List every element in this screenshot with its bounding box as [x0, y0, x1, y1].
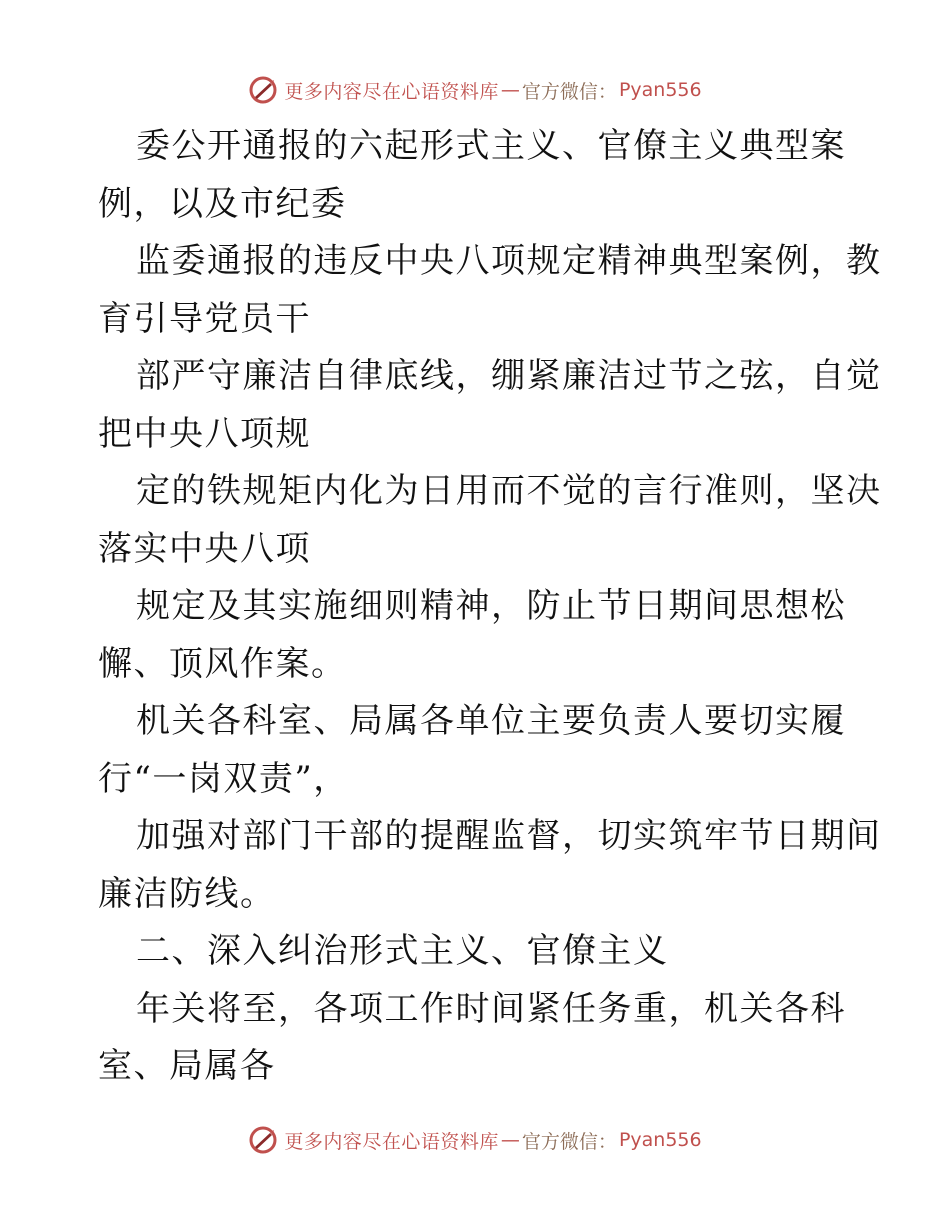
header-official-label: 官方微信： [521, 80, 617, 103]
brand-logo-icon [248, 75, 278, 105]
body-line: 加强对部门干部的提醒监督，切实筑牢节日期间 [136, 816, 882, 856]
header-slogan: 更多内容尽在心语资料库 [284, 80, 499, 103]
body-line: 年关将至，各项工作时间紧任务重，机关各科 [136, 988, 846, 1029]
body-line: 落实中央八项 [98, 528, 311, 569]
body-line: 部严守廉洁自律底线，绷紧廉洁过节之弦，自觉 [136, 356, 882, 396]
body-line: 例，以及市纪委 [98, 183, 347, 224]
footer-account: Pyan556 [618, 1129, 702, 1151]
body-line: 懈、顶风作案。 [98, 643, 347, 684]
header-dash: — [500, 79, 520, 101]
section-heading: 二、深入纠治形式主义、官僚主义 [136, 931, 669, 971]
body-line: 室、局属各 [98, 1046, 276, 1086]
body-line: 把中央八项规 [98, 413, 311, 454]
body-line: 廉洁防线。 [98, 873, 276, 914]
body-line: 育引导党员干 [98, 298, 311, 339]
body-line: 机关各科室、局属各单位主要负责人要切实履 [136, 701, 846, 741]
header-watermark [0, 70, 950, 110]
footer-official-label: 官方微信： [521, 1130, 617, 1153]
body-line: 委公开通报的六起形式主义、官僚主义典型案 [136, 126, 846, 166]
body-line: 行“一岗双责”， [98, 758, 349, 799]
footer-watermark [0, 1120, 950, 1160]
footer-slogan: 更多内容尽在心语资料库 [284, 1130, 499, 1153]
body-line: 定的铁规矩内化为日用而不觉的言行准则，坚决 [136, 471, 882, 511]
body-line: 监委通报的违反中央八项规定精神典型案例，教 [136, 241, 882, 281]
header-account: Pyan556 [618, 79, 702, 101]
body-line: 规定及其实施细则精神，防止节日期间思想松 [136, 586, 846, 626]
brand-logo-icon [248, 1125, 278, 1155]
document-body [98, 118, 882, 1096]
footer-dash: — [500, 1129, 520, 1151]
